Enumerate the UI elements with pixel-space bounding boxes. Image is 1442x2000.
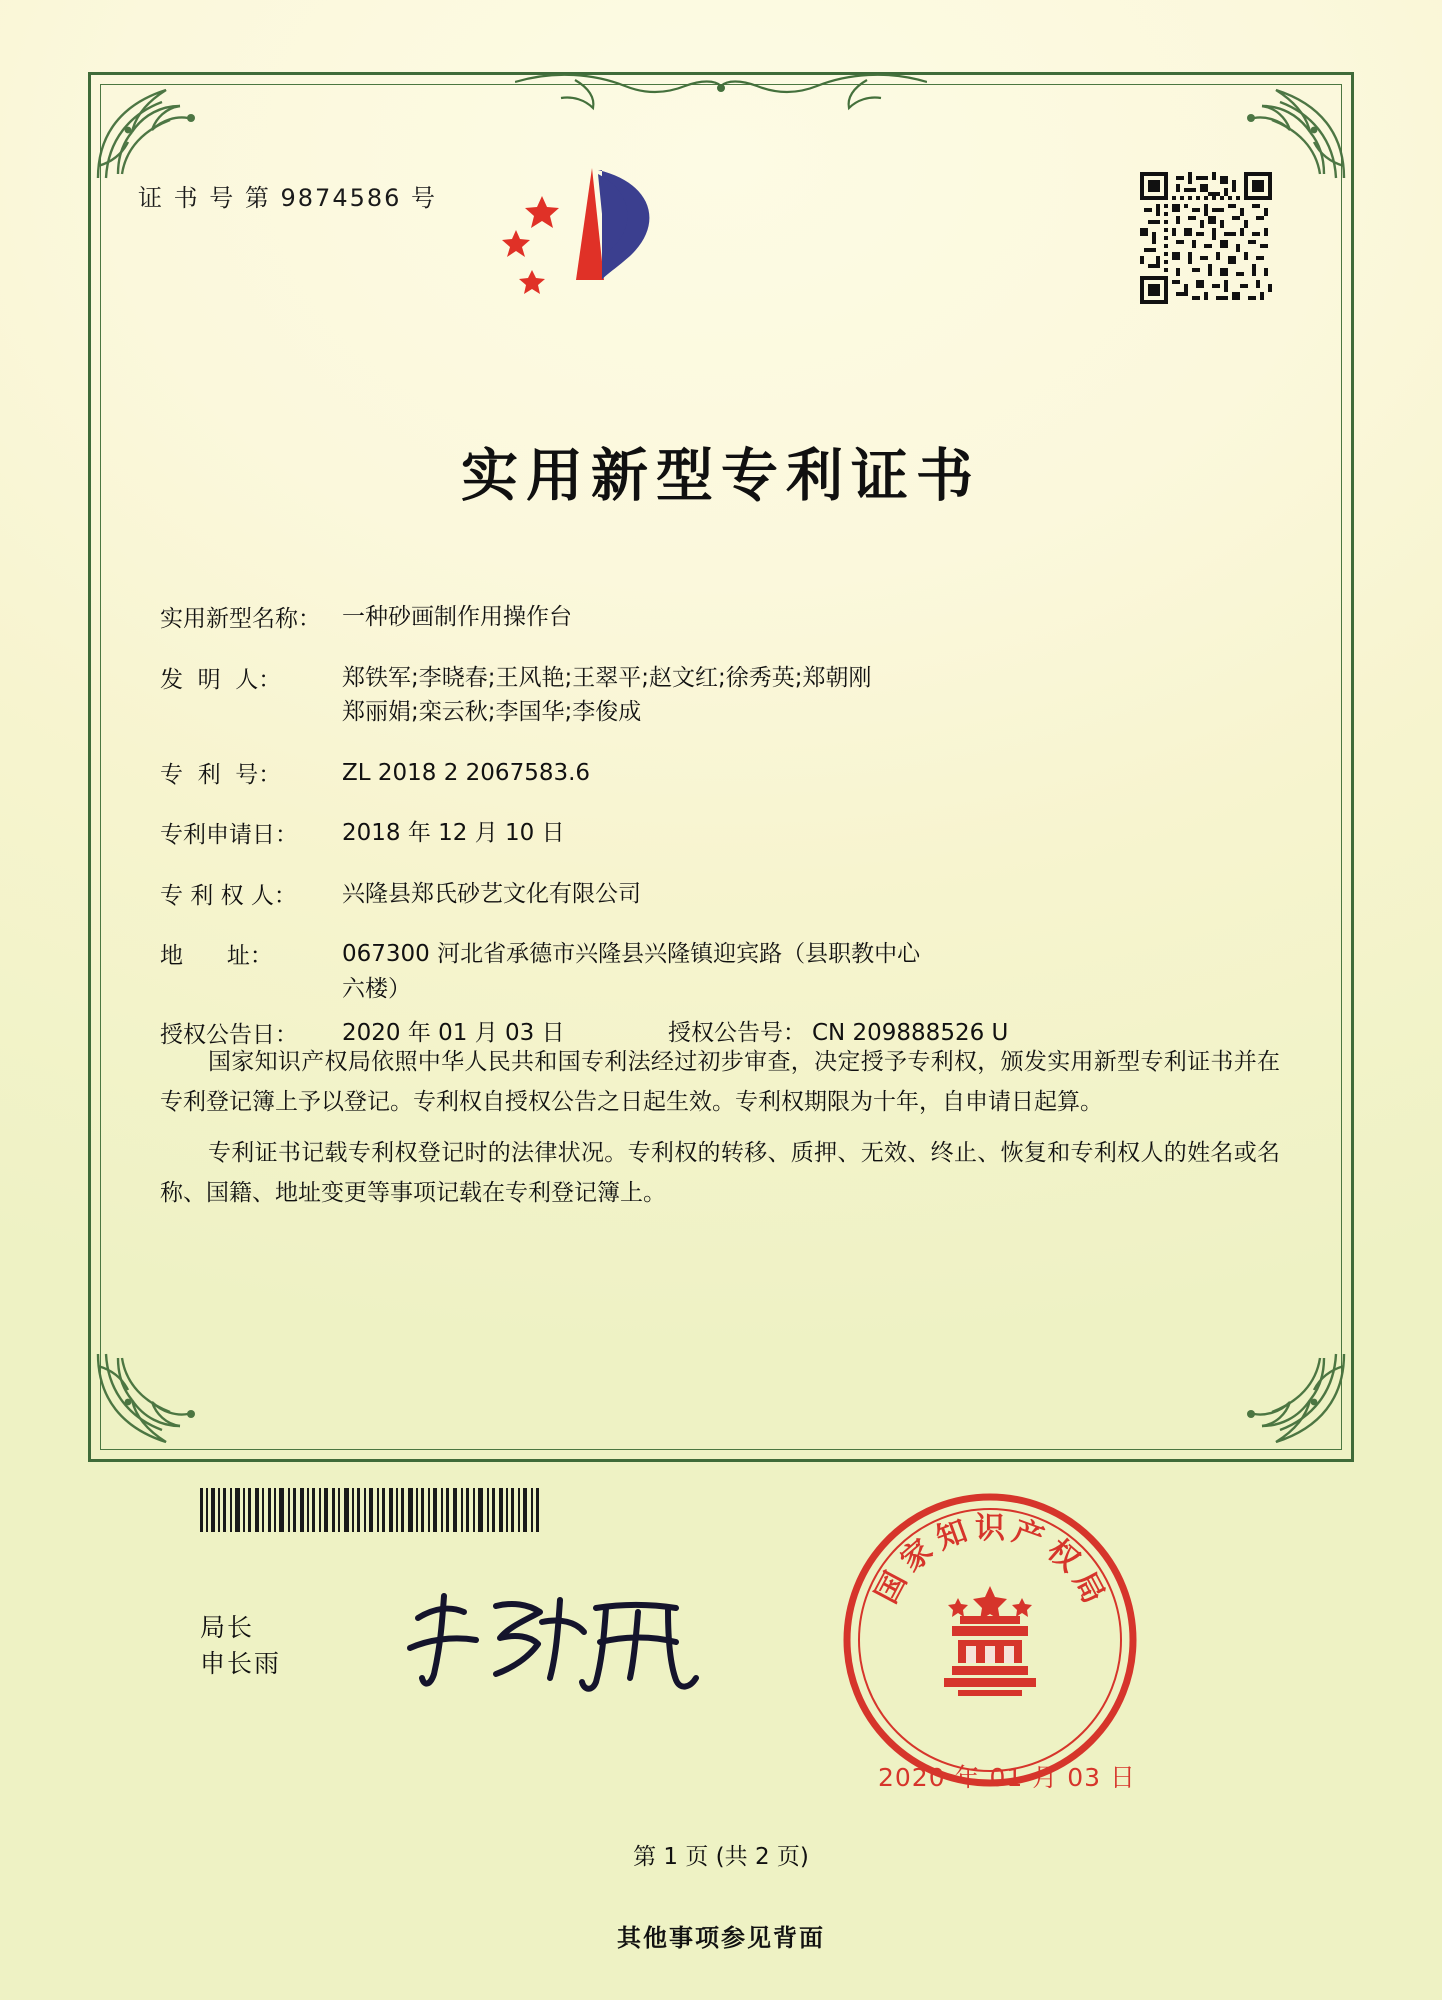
field-value: 067300 河北省承德市兴隆县兴隆镇迎宾路（县职教中心 — [342, 941, 921, 967]
footer-note: 其他事项参见背面 — [617, 1924, 825, 1952]
field-list — [160, 600, 1280, 1077]
field-label: 专 利 权 人： — [160, 882, 297, 909]
field-value: 2020 年 01 月 03 日 — [342, 1020, 565, 1046]
corner-ornament-icon — [1200, 1348, 1350, 1458]
field-value: 兴隆县郑氏砂艺文化有限公司 — [342, 880, 641, 907]
field-row-application-date — [160, 816, 1280, 851]
svg-text:识: 识 — [975, 1511, 1005, 1546]
field-label: 地 址： — [160, 943, 273, 969]
director-name: 申长雨 — [200, 1649, 282, 1679]
signature-icon — [400, 1578, 720, 1698]
qr-code — [1140, 172, 1272, 304]
paragraph: 专利证书记载专利权登记时的法律状况。专利权的转移、质押、无效、终止、恢复和专利权人的姓名或名称、国籍、地址变更等事项记载在专利登记簿上。 — [160, 1139, 1280, 1206]
seal-date: 2020 年 01 月 03 日 — [878, 1763, 1136, 1792]
svg-text:产: 产 — [1008, 1513, 1049, 1557]
corner-ornament-icon — [92, 74, 242, 184]
field-value: ZL 2018 2 2067583.6 — [342, 759, 591, 786]
top-center-ornament-icon — [515, 68, 927, 114]
field-label: 授权公告号： — [667, 1020, 806, 1046]
field-value: 郑铁军;李晓春;王风艳;王翠平;赵文红;徐秀英;郑朝刚 — [342, 664, 872, 691]
field-label: 专 利 号： — [160, 761, 282, 788]
field-label: 发 明 人： — [160, 666, 282, 693]
svg-text:权: 权 — [1040, 1532, 1086, 1579]
director-title: 局长 — [200, 1613, 255, 1642]
field-value: 2018 年 12 月 10 日 — [342, 820, 565, 846]
page-number: 第 1 页 (共 2 页) — [633, 1844, 809, 1870]
svg-text:家: 家 — [894, 1532, 940, 1579]
svg-text:知: 知 — [931, 1513, 972, 1557]
field-value-group — [342, 661, 1280, 730]
field-value: CN 209888526 U — [811, 1020, 1009, 1046]
cnipa-logo-icon — [480, 160, 700, 310]
svg-text:局: 局 — [1065, 1566, 1111, 1610]
svg-text:国: 国 — [869, 1566, 915, 1610]
field-label: 授权公告日： — [160, 1022, 298, 1048]
page-title: 实用新型专利证书 — [461, 443, 981, 509]
paragraph: 国家知识产权局依照中华人民共和国专利法经过初步审查，决定授予专利权，颁发实用新型专利证书并在专利登记簿上予以登记。专利权自授权公告之日起生效。专利权期限为十年，自申请日起算。 — [160, 1049, 1280, 1116]
field-value-second-line: 郑丽娟;栾云秋;李国华;李俊成 — [342, 699, 642, 725]
legal-text — [160, 1042, 1280, 1223]
field-row-inventors — [160, 661, 1280, 730]
certificate-number: 证 书 号 第 9874586 号 — [138, 184, 438, 212]
field-row-address — [160, 937, 1280, 1006]
field-value-group — [342, 937, 1280, 1006]
barcode — [200, 1488, 540, 1532]
field-value-second-line: 六楼） — [342, 975, 411, 1002]
field-row-name — [160, 600, 1280, 635]
field-value: 一种砂画制作用操作台 — [342, 604, 572, 630]
field-row-patentee — [160, 877, 1280, 912]
official-seal — [840, 1490, 1140, 1790]
field-label: 实用新型名称： — [160, 606, 321, 632]
corner-ornament-icon — [92, 1348, 242, 1458]
director-block — [200, 1610, 281, 1683]
field-label: 专利申请日： — [160, 822, 298, 848]
field-row-patent-number — [160, 756, 1280, 791]
corner-ornament-icon — [1200, 74, 1350, 184]
